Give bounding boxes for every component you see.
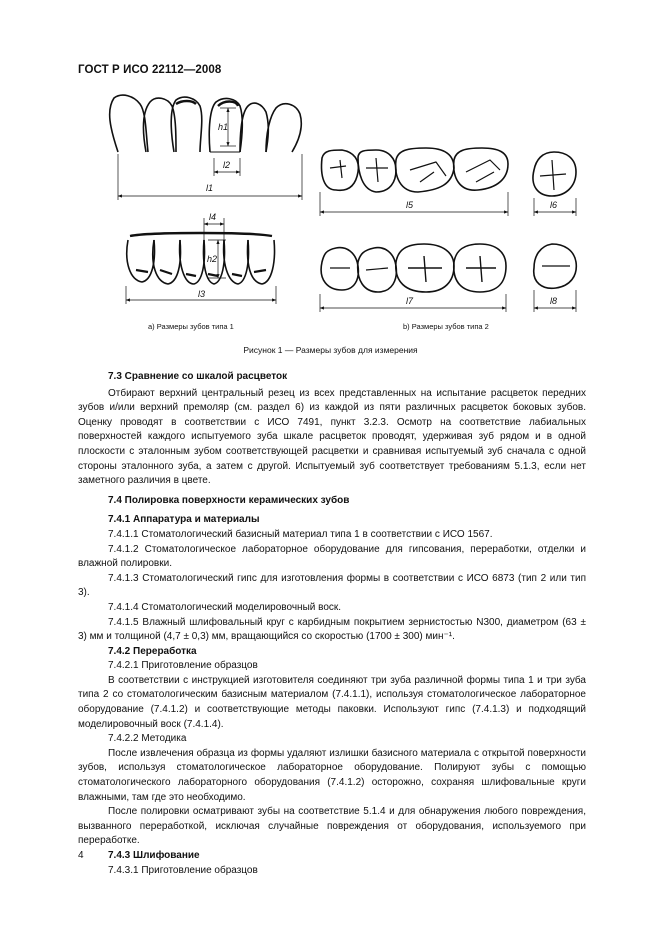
section-7-4-2-heading: 7.4.2 Переработка xyxy=(108,645,197,657)
section-7-4-3-heading: 7.4.3 Шлифование xyxy=(108,850,200,861)
section-7-4-1-5: 7.4.1.5 Влажный шлифовальный круг с карбидным покрытием зернистостью N300, диаметром (63 ± 3) мм и толщиной (4,7 ± 0,3) мм, вращающийся со скоростью (1700 ± 300) мин⁻¹. xyxy=(78,616,586,643)
subcaption-a: а) Размеры зубов типа 1 xyxy=(148,322,234,331)
section-7-4-2-1-text: В соответствии с инструкцией изготовителя соединяют три зуба различной формы типа 1 и три зуба типа 2 со стоматологическим базисным материалом (7.4.1.1), используя стоматологическое лабораторное оборудование (7.4.1.2) и соответствующие методы паковки. Используют гипс (7.4.1.3) и подходящий моделировочный воск (7.4.1.4). xyxy=(78,674,586,730)
page-number: 4 xyxy=(78,850,84,861)
section-7-4-1-1: 7.4.1.1 Стоматологический базисный материал типа 1 в соответствии с ИСО 1567. xyxy=(108,528,493,540)
section-7-4-2-2-text-2: После полировки осматривают зубы на соответствие 5.1.4 и для обнаружения любого повреждения, вызванного переработкой, исключая случайные повреждения от оборудования, используемого при переработке. xyxy=(78,806,586,847)
section-7-4-heading: 7.4 Полировка поверхности керамических зубов xyxy=(108,494,350,506)
section-7-3-heading: 7.3 Сравнение со шкалой расцветок xyxy=(108,371,288,382)
label-l5: l5 xyxy=(406,200,414,210)
section-7-4-1-heading: 7.4.1 Аппаратура и материалы xyxy=(108,514,260,526)
lower-posterior-teeth-drawing xyxy=(321,244,506,292)
document-body xyxy=(78,370,586,878)
lower-anterior-teeth-drawing xyxy=(127,233,275,284)
section-7-4-1-4: 7.4.1.4 Стоматологический моделировочный воск. xyxy=(108,601,342,613)
section-7-4-2-1-heading: 7.4.2.1 Приготовление образцов xyxy=(108,660,258,672)
label-l7: l7 xyxy=(406,296,414,306)
section-7-4-3-1-heading: 7.4.3.1 Приготовление образцов xyxy=(108,864,258,876)
figure-caption: Рисунок 1 — Размеры зубов для измерения xyxy=(243,345,418,355)
label-h2: h2 xyxy=(207,254,218,264)
figure-teeth-dimensions xyxy=(0,0,661,340)
section-7-4-1-2: 7.4.1.2 Стоматологическое лабораторное оборудование для гипсования, переработки, отделки и влажной полировки. xyxy=(78,543,586,570)
subcaption-b: b) Размеры зубов типа 2 xyxy=(403,322,489,331)
section-7-4-2-2-text-1: После извлечения образца из формы удаляют излишки базисного материала с открытой поверхности зубов, используя стоматологическое лабораторное оборудование. Полируют зубы с помощью стоматологического лабораторного оборудования (7.4.1.2) осторожно, сохраняя шлифовальные круги влажными, там где это необходимо. xyxy=(78,747,586,803)
section-7-4-1-3: 7.4.1.3 Стоматологический гипс для изготовления формы в соответствии с ИСО 6873 (тип 2 или тип 3). xyxy=(78,572,586,599)
label-l3: l3 xyxy=(198,289,206,299)
label-l4: l4 xyxy=(209,212,217,222)
label-l2: l2 xyxy=(223,160,231,170)
label-l1: l1 xyxy=(206,183,214,193)
label-l8: l8 xyxy=(550,296,558,306)
section-7-4-2-2-heading: 7.4.2.2 Методика xyxy=(108,733,187,745)
upper-anterior-teeth-drawing xyxy=(110,95,302,152)
label-l6: l6 xyxy=(550,200,558,210)
section-7-3-text: Отбирают верхний центральный резец из всех представленных на испытание расцветок передних зубов и/или верхний премоляр (см. раздел 6) из каждой из пяти различных расцветок боковых зубов. Оценку проводят в соответствии с ИСО 7491, пункт 3.2.3. Осмотр на соответствие лабиальных поверхностей каждого испытуемого зуба шкале расцветок проводят, удерживая зуб рядом и в одной плоскости с эталонным зубом соответствующей расцветки и сравнивая испытуемый зуб сначала с одной стороны эталонного зуба, а затем с другой. Испытуемый зуб соответствует требованиям 5.1.3, если нет заметного различия в цвете. xyxy=(78,387,586,487)
upper-posterior-teeth-drawing xyxy=(322,148,508,192)
document-header: ГОСТ Р ИСО 22112—2008 xyxy=(78,64,222,76)
label-h1: h1 xyxy=(218,122,229,132)
